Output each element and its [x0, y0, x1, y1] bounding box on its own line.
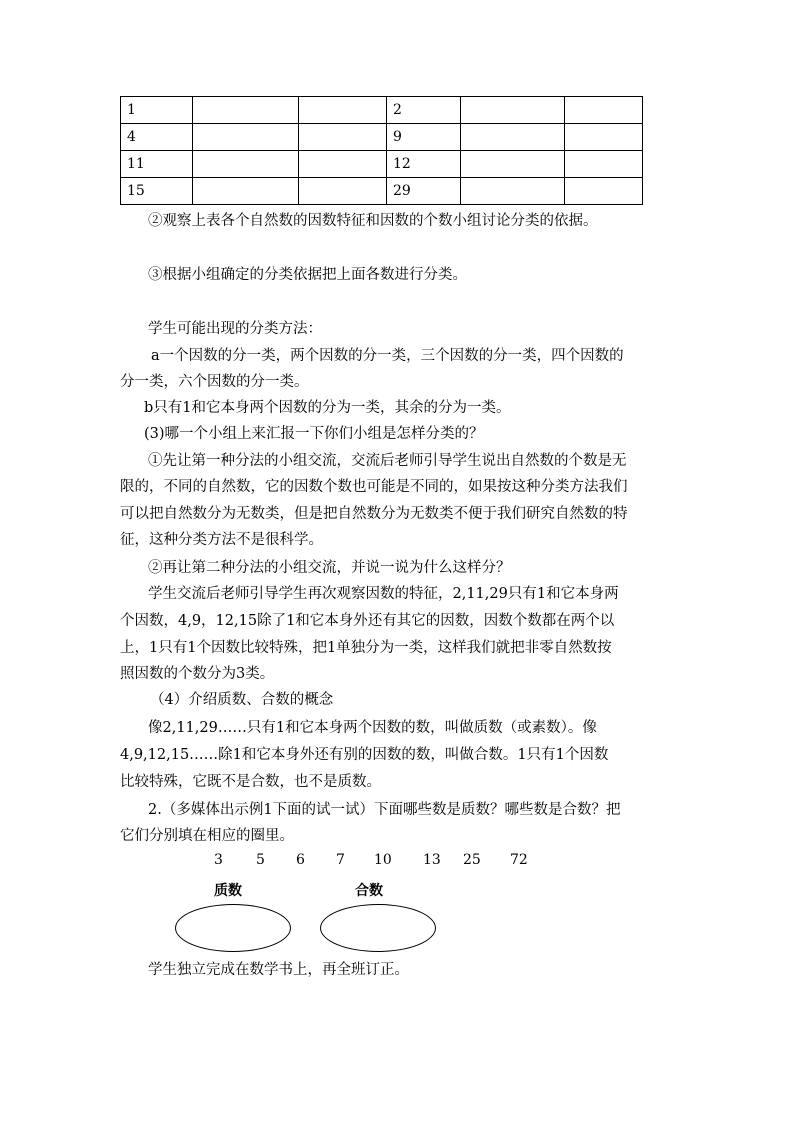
paragraph-exchange-line4: 照因数的个数分为3类。	[120, 666, 275, 682]
table-cell: 4	[121, 124, 193, 151]
number-item: 13	[423, 852, 441, 868]
table-cell	[193, 178, 299, 205]
table-cell	[565, 124, 643, 151]
number-list	[0, 852, 794, 872]
paragraph-exchange-line2: 个因数，4,9，12,15除了1和它本身外还有其它的因数，因数个数都在两个以	[120, 613, 615, 629]
number-item: 72	[510, 852, 528, 868]
paragraph-concept-line3: 比较特殊，它既不是合数，也不是质数。	[120, 774, 381, 790]
table-cell	[193, 97, 299, 124]
paragraph-method-b: b只有1和它本身两个因数的分为一类，其余的分为一类。	[144, 400, 511, 416]
table-row	[121, 151, 643, 178]
paragraph-exchange-line3: 上，1只有1个因数比较特殊，把1单独分为一类，这样我们就把非零自然数按	[120, 640, 612, 656]
paragraph-method-a-line2: 分一类，六个因数的分一类。	[120, 374, 309, 390]
paragraph-first-method-line3: 可以把自然数分为无数类，但是把自然数分为无数类不便于我们研究自然数的特	[120, 506, 628, 522]
table-row	[121, 124, 643, 151]
paragraph-first-method-line2: 限的，不同的自然数，它的因数个数也可能是不同的，如果按这种分类方法我们	[120, 479, 628, 495]
paragraph-observe: ②观察上表各个自然数的因数特征和因数的个数小组讨论分类的依据。	[148, 213, 598, 229]
table-cell: 15	[121, 178, 193, 205]
table-cell	[299, 178, 387, 205]
table-cell	[461, 151, 565, 178]
table-cell: 9	[387, 124, 461, 151]
prime-label: 质数	[214, 883, 242, 899]
paragraph-second-method: ②再让第二种分法的小组交流，并说一说为什么这样分？	[148, 560, 511, 576]
table-cell	[193, 151, 299, 178]
paragraph-exercise-line1: 2.（多媒体出示例1下面的试一试）下面哪些数是质数？哪些数是合数？把	[148, 802, 621, 818]
table-row	[121, 97, 643, 124]
number-item: 3	[214, 852, 223, 868]
number-item: 7	[336, 852, 345, 868]
paragraph-methods-heading: 学生可能出现的分类方法：	[148, 321, 322, 337]
table-cell	[461, 178, 565, 205]
paragraph-classify: ③根据小组确定的分类依据把上面各数进行分类。	[148, 267, 467, 283]
composite-label: 合数	[355, 883, 383, 899]
table-cell	[461, 124, 565, 151]
table-row	[121, 178, 643, 205]
table-cell	[299, 97, 387, 124]
paragraph-question-3: (3)哪一个小组上来汇报一下你们小组是怎样分类的？	[144, 426, 484, 442]
paragraph-exercise-line2: 它们分别填在相应的圈里。	[120, 828, 294, 844]
table-cell	[461, 97, 565, 124]
table-cell	[565, 97, 643, 124]
number-item: 6	[296, 852, 305, 868]
number-item: 5	[256, 852, 265, 868]
table-cell: 1	[121, 97, 193, 124]
composite-circle[interactable]	[320, 904, 436, 952]
paragraph-first-method-line1: ①先让第一种分法的小组交流，交流后老师引导学生说出自然数的个数是无	[148, 453, 627, 469]
table-cell: 11	[121, 151, 193, 178]
table-cell: 29	[387, 178, 461, 205]
number-item: 25	[463, 852, 481, 868]
table-cell	[299, 151, 387, 178]
table-cell	[565, 151, 643, 178]
paragraph-method-a-line1: a一个因数的分一类，两个因数的分一类，三个因数的分一类，四个因数的	[151, 348, 624, 364]
paragraph-exchange-line1: 学生交流后老师引导学生再次观察因数的特征，2,11,29只有1和它本身两	[148, 586, 619, 602]
paragraph-concept-heading: （4）介绍质数、合数的概念	[150, 692, 334, 708]
paragraph-closing: 学生独立完成在数学书上，再全班订正。	[148, 962, 409, 978]
paragraph-concept-line1: 像2,11,29……只有1和它本身两个因数的数，叫做质数（或素数）。像	[148, 720, 597, 736]
table-cell: 12	[387, 151, 461, 178]
paragraph-first-method-line4: 征，这种分类方法不是很科学。	[120, 532, 323, 548]
prime-circle[interactable]	[175, 904, 291, 952]
table-cell	[193, 124, 299, 151]
table-cell: 2	[387, 97, 461, 124]
table-cell	[299, 124, 387, 151]
table-cell	[565, 178, 643, 205]
factor-table	[120, 96, 643, 205]
number-item: 10	[374, 852, 392, 868]
paragraph-concept-line2: 4,9,12,15……除1和它本身外还有别的因数的数，叫做合数。1只有1个因数	[120, 747, 609, 763]
